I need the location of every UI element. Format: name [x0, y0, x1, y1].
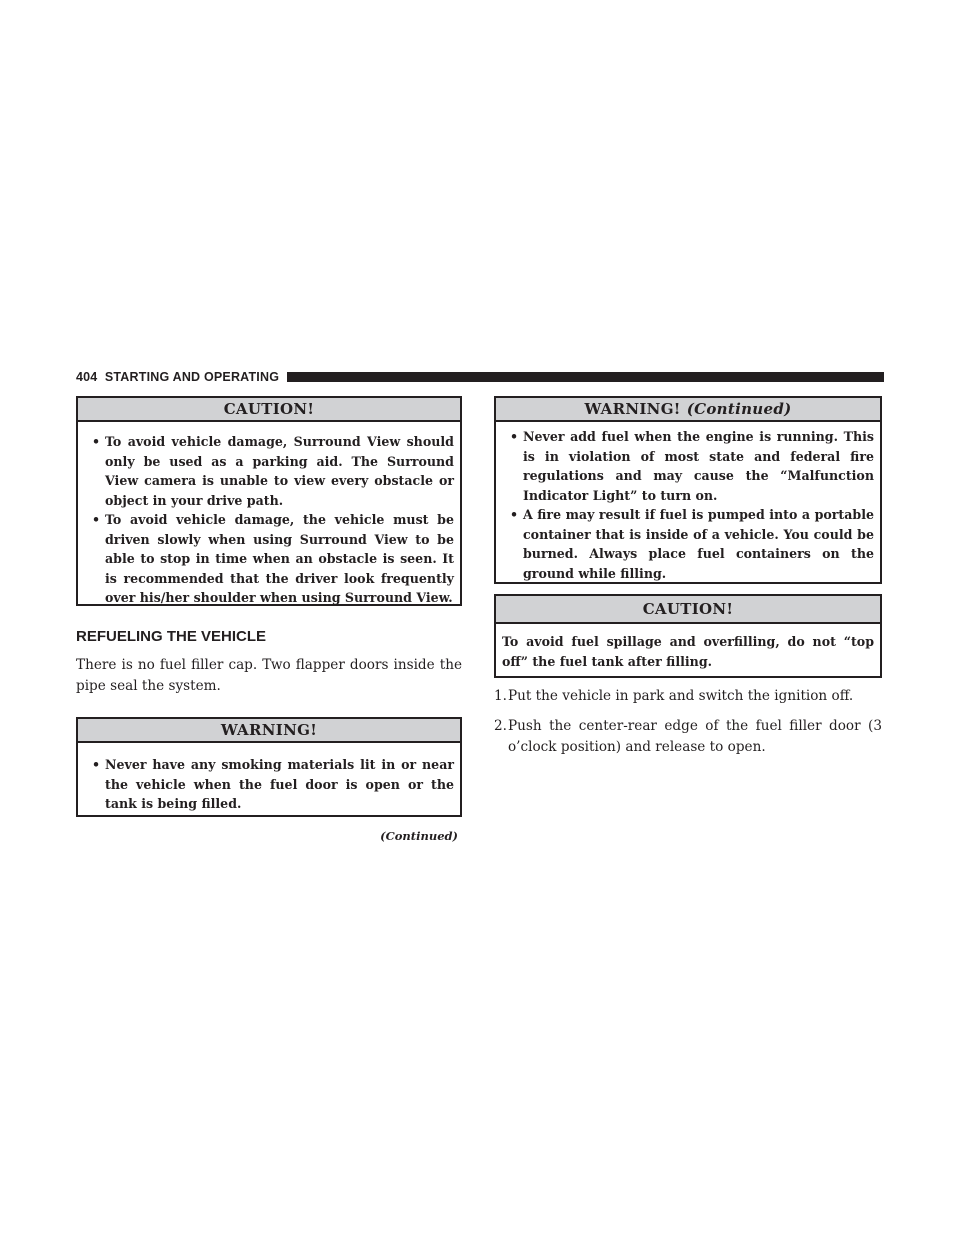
caution-box-title: CAUTION! — [496, 596, 880, 624]
bullet-icon: • — [510, 429, 519, 444]
continued-suffix: (Continued) — [686, 400, 792, 418]
caution-bullet-list — [84, 432, 454, 608]
caution-box-surround-view — [76, 396, 462, 606]
warning-continued-body — [496, 422, 880, 592]
caution-bullet-item: • To avoid vehicle damage, Surround View should only be used as a parking aid. The Surround View camera is unable to view every obstacle or object in your drive path. — [92, 434, 454, 508]
caution-bullet-item: • To avoid vehicle damage, the vehicle must be driven slowly when using Surround View to be able to stop in time when an obstacle is seen. It is recommended that the driver look frequently over his/her shoulder when using Surround View. — [92, 512, 454, 605]
caution-box-title: CAUTION! — [78, 398, 460, 422]
warning-continued-bullet-item: • Never add fuel when the engine is running. This is in violation of most state and federal fire regulations and may cause the “Malfunction Indicator Light” to turn on. — [510, 429, 874, 503]
continued-note: (Continued) — [380, 829, 458, 843]
warning-box-title: WARNING! — [78, 719, 460, 743]
step-text: Put the vehicle in park and switch the ignition off. — [508, 688, 854, 704]
bullet-icon: • — [92, 757, 101, 772]
bullet-icon: • — [92, 512, 101, 527]
step-number: 1. — [494, 688, 507, 704]
bullet-icon: • — [510, 507, 519, 522]
section-title: STARTING AND OPERATING — [104, 370, 280, 384]
step-item — [494, 716, 882, 758]
bullet-icon: • — [92, 434, 101, 449]
left-column — [76, 396, 462, 843]
warning-continued-bullet-list — [502, 427, 874, 583]
refuel-steps-list — [494, 686, 882, 758]
warning-continued-bullet-item: • A fire may result if fuel is pumped into a portable container that is inside of a vehicle. You could be burned. Always place fuel containers on the ground while filling. — [510, 507, 874, 581]
step-item — [494, 686, 882, 707]
warning-continued-box — [494, 396, 882, 584]
warning-box-body — [78, 743, 460, 823]
right-column — [494, 396, 882, 758]
page-header-text — [76, 370, 287, 384]
warning-bullet-list — [84, 755, 454, 814]
warning-bullet-item: • Never have any smoking materials lit in or near the vehicle when the fuel door is open or the tank is being filled. — [92, 757, 454, 811]
warning-continued-title: WARNING! (Continued) — [496, 398, 880, 422]
step-number: 2. — [494, 718, 507, 734]
warning-box-smoking — [76, 717, 462, 817]
header-rule — [287, 372, 884, 382]
step-text: Push the center-rear edge of the fuel filler door (3 o’clock position) and release to open. — [508, 718, 882, 755]
caution-box-text: To avoid fuel spillage and overfilling, do not “top off” the fuel tank after filling. — [502, 634, 874, 669]
intro-paragraph: There is no fuel filler cap. Two flapper doors inside the pipe seal the system. — [76, 657, 462, 694]
page-header — [76, 370, 884, 384]
page-number: 404 — [76, 370, 98, 384]
section-heading: REFUELING THE VEHICLE — [76, 628, 267, 645]
caution-box-top-off — [494, 594, 882, 678]
caution-box-body — [78, 422, 460, 617]
